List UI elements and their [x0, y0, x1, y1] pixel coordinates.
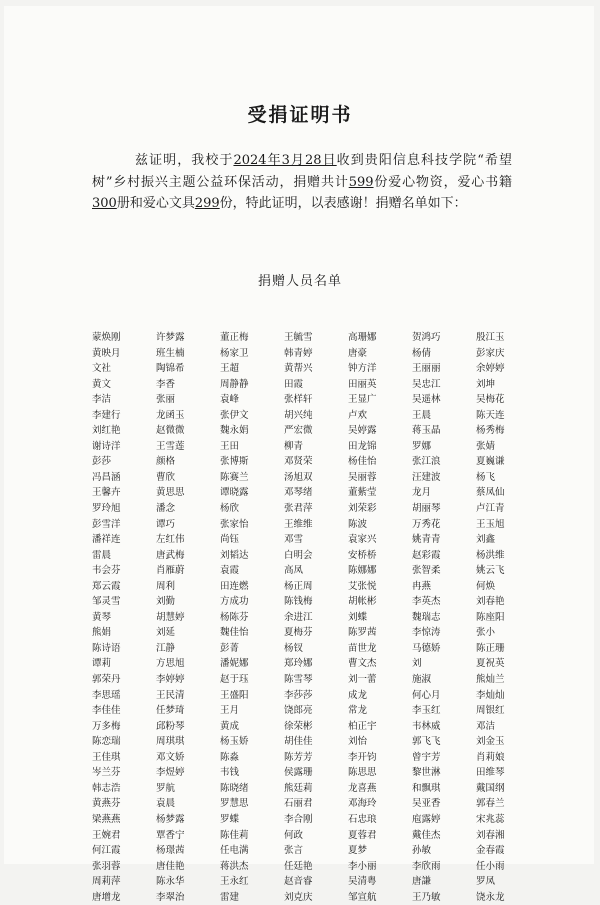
donor-name: 周静静 [220, 378, 249, 390]
donor-name: 姚青青 [412, 534, 441, 546]
donor-name: 余婷婷 [476, 363, 505, 375]
donor-name: 袁霞 [220, 565, 240, 577]
donor-name: 陈天连 [476, 409, 505, 421]
donor-name: 田龙锦 [348, 440, 377, 452]
donor-name: 刘一蕾 [348, 674, 377, 686]
donor-name: 王维维 [284, 518, 313, 530]
donor-name: 李惊涛 [412, 627, 441, 639]
donor-name: 唐謙 [412, 876, 432, 888]
donor-name: 胡帐彬 [348, 596, 377, 608]
donor-name: 王馨卉 [92, 487, 121, 499]
donor-name: 刘春湘 [476, 829, 505, 841]
donor-name: 龙月 [412, 487, 432, 499]
donor-name: 杨飞 [476, 471, 496, 483]
donor-name: 杨倩 [412, 347, 432, 359]
donor-name: 曹欣 [156, 471, 176, 483]
donor-name: 左红伟 [156, 534, 185, 546]
donor-name: 石丽君 [284, 798, 313, 810]
donor-name: 高凤 [284, 565, 304, 577]
donor-name: 王显广 [348, 394, 377, 406]
donor-name: 苗世龙 [348, 642, 377, 654]
donor-name: 彭家庆 [476, 347, 505, 359]
donor-name: 陈诗语 [92, 642, 121, 654]
donor-name: 李煜婷 [156, 767, 185, 779]
donor-name: 宋兆蕊 [476, 813, 505, 825]
para-text-5: 册和爱心文具 [116, 196, 195, 211]
donor-name: 李香 [156, 378, 176, 390]
donor-name: 熊娟 [92, 627, 112, 639]
donor-name: 陈淼 [220, 751, 240, 763]
donor-name: 任电满 [220, 845, 249, 857]
para-text-1: 兹证明，我校于 [134, 153, 234, 168]
donor-name: 郭飞飞 [412, 736, 441, 748]
donor-name: 张博斯 [220, 456, 249, 468]
donor-list-title: 捐赠人员名单 [257, 274, 342, 289]
donor-name: 陈芳芳 [284, 751, 313, 763]
donor-name: 肖莉娘 [476, 751, 505, 763]
donor-name: 董紫莹 [348, 487, 377, 499]
donor-name: 潘祥连 [92, 534, 121, 546]
donor-name: 黄文 [92, 378, 112, 390]
donor-name: 田霞 [284, 378, 304, 390]
donor-name: 杨玉娇 [220, 736, 249, 748]
donor-name: 熊灿兰 [476, 674, 505, 686]
donor-name: 唐豪 [348, 347, 368, 359]
donor-name: 蒙焕刚 [92, 332, 121, 343]
donor-name: 梁燕燕 [92, 813, 121, 825]
book-count: 300 [92, 196, 117, 211]
donor-name: 汤旭双 [284, 471, 313, 483]
donor-name: 彭莎 [92, 456, 112, 468]
donor-name: 施淑 [412, 674, 432, 686]
donor-name: 胡慧婷 [156, 611, 185, 623]
donor-name: 周银红 [476, 705, 505, 717]
donor-name: 韦钱 [220, 767, 240, 779]
donor-name: 杨钗 [284, 642, 304, 654]
donor-name: 柳青 [284, 440, 304, 452]
donor-name: 张言 [284, 845, 304, 857]
donor-name: 陈座阳 [476, 611, 505, 623]
donor-name: 董正梅 [220, 332, 249, 343]
donor-name: 黄琴 [92, 611, 112, 623]
donor-name: 彭雪洋 [92, 518, 121, 530]
donor-name: 吴忠江 [412, 378, 441, 390]
donor-name: 李合刚 [284, 813, 313, 825]
donor-name: 彭菁 [220, 642, 240, 654]
donor-name: 夏梅芬 [284, 627, 313, 639]
donor-name: 方成功 [220, 596, 249, 608]
donor-name: 潘念 [156, 503, 176, 515]
donor-name: 侯露珊 [284, 767, 313, 779]
donor-name: 蒋玉晶 [412, 425, 441, 437]
donor-name: 王毓雪 [284, 332, 313, 343]
donor-name: 刘怡 [348, 736, 368, 748]
donor-name: 李洁 [92, 394, 112, 406]
donor-name: 李婷婷 [156, 674, 185, 686]
donor-name: 邓贤荣 [284, 456, 313, 468]
donor-name: 张智柔 [412, 565, 441, 577]
donor-name: 赵音睿 [284, 876, 313, 888]
donor-name: 韦会芬 [92, 565, 121, 577]
donor-name: 郑玲娜 [284, 658, 313, 670]
donor-name: 田连燃 [220, 580, 249, 592]
donor-name: 江静 [156, 642, 176, 654]
donor-name: 邹宣航 [348, 891, 377, 903]
donor-name: 成龙 [348, 689, 368, 701]
donor-name: 胡丽琴 [412, 503, 441, 515]
donor-name: 张伊文 [220, 409, 249, 421]
donor-name: 张家怡 [220, 518, 249, 530]
donor-name: 吴清粤 [348, 876, 377, 888]
donor-name: 刘坤 [476, 378, 496, 390]
donor-name: 吴婷露 [348, 425, 377, 437]
donor-name: 杨洪维 [476, 549, 505, 561]
donor-name: 杨璟茜 [156, 845, 185, 857]
donor-name: 方思旭 [156, 658, 185, 670]
donor-name: 王超 [220, 363, 240, 375]
donor-name: 万秀花 [412, 518, 441, 530]
donor-name: 袁晨 [156, 798, 176, 810]
donor-name: 杨家卫 [220, 347, 249, 359]
donor-name: 赵于珏 [220, 674, 249, 686]
donor-name: 罗慧思 [220, 798, 249, 810]
donor-name: 王盛阳 [220, 689, 249, 701]
donor-name: 曹文杰 [348, 658, 377, 670]
donor-name: 刘延 [156, 627, 176, 639]
para-text-2: 收到贵阳信息科技学院 [336, 153, 478, 168]
donor-name: 黄帮兴 [284, 363, 313, 375]
donor-name: 刘荣彩 [348, 503, 377, 515]
donor-name: 赵彩霞 [412, 549, 441, 561]
donor-name: 夏蓉君 [348, 829, 377, 841]
donor-name: 李佳佳 [92, 705, 121, 717]
donor-name: 班生楠 [156, 347, 185, 359]
donor-name: 冯昌涵 [92, 471, 121, 483]
donor-name: 谭莉 [92, 658, 112, 670]
donor-name: 文社 [92, 363, 112, 375]
donor-name: 陈娜娜 [348, 565, 377, 577]
donor-name: 常龙 [348, 705, 368, 717]
donor-name: 刘克庆 [284, 891, 313, 903]
donor-name: 袁家兴 [348, 534, 377, 546]
donor-name: 刘金玉 [476, 736, 505, 748]
donor-name: 夏巍谦 [476, 456, 505, 468]
donor-name: 张小 [476, 627, 496, 639]
donor-name: 任廷艳 [284, 860, 313, 872]
donor-name: 马德娇 [412, 642, 441, 654]
donor-name: 魏佳怡 [220, 627, 249, 639]
donor-name: 杨陈芬 [220, 611, 249, 623]
donor-name: 罗凤 [476, 876, 496, 888]
donor-name: 曾宇芳 [412, 751, 441, 763]
donor-name: 谢诗洋 [92, 440, 121, 452]
donor-name: 肖雁蔚 [156, 565, 185, 577]
donor-name: 张婧 [476, 440, 496, 452]
donor-name: 严宏微 [284, 425, 313, 437]
donor-name: 罗蝶 [220, 813, 240, 825]
donor-name: 王婉君 [92, 829, 121, 841]
donor-name: 刘 [412, 658, 422, 670]
donor-name: 王玉旭 [476, 518, 505, 530]
donor-name: 任梦琦 [156, 705, 185, 717]
donor-name: 王佳琪 [92, 751, 121, 763]
donor-name: 覃香宁 [156, 829, 185, 841]
donor-name: 何江霞 [92, 845, 121, 857]
donor-name: 刘韬达 [220, 549, 249, 561]
donor-name: 邓琴绪 [284, 487, 313, 499]
donor-name: 李莎莎 [284, 689, 313, 701]
donor-name: 周利 [156, 580, 176, 592]
donor-name: 卢江青 [476, 503, 505, 515]
donor-name: 杨正周 [284, 580, 313, 592]
donor-name: 唐增龙 [92, 891, 121, 903]
donor-name: 吴丽蓉 [348, 471, 377, 483]
donor-name: 周莉萍 [92, 876, 121, 888]
donor-name: 雷晨 [92, 549, 112, 561]
donor-name: 李建行 [92, 409, 121, 421]
donor-name: 田维琴 [476, 767, 505, 779]
donor-name: 戴佳杰 [412, 829, 441, 841]
donor-name: 张君萍 [284, 503, 313, 515]
donor-name: 尚钰 [220, 534, 240, 546]
donor-name: 许梦露 [156, 332, 185, 343]
donor-name: 李英杰 [412, 596, 441, 608]
donor-name: 蔡凤仙 [476, 487, 505, 499]
donor-name: 王乃敏 [412, 891, 441, 903]
donor-name: 王月 [220, 705, 240, 717]
donor-name: 谭晓露 [220, 487, 249, 499]
donor-name: 孙敏 [412, 845, 432, 857]
donor-name: 徐荣彬 [284, 720, 313, 732]
donor-name: 唐武梅 [156, 549, 185, 561]
donor-name: 郭春兰 [476, 798, 505, 810]
donor-name-grid [92, 330, 540, 905]
donor-name: 陈恋瑞 [92, 736, 121, 748]
donor-name: 谭巧 [156, 518, 176, 530]
donor-name: 张江浪 [412, 456, 441, 468]
donor-name: 夏祝英 [476, 658, 505, 670]
donor-name: 岑兰芬 [92, 767, 121, 779]
donor-name: 陈佳莉 [220, 829, 249, 841]
donor-name: 万多梅 [92, 720, 121, 732]
donor-name: 夏梦 [348, 845, 368, 857]
donor-name: 姚云飞 [476, 565, 505, 577]
donor-name: 李灿灿 [476, 689, 505, 701]
donor-name: 唐佳艳 [156, 860, 185, 872]
donor-name: 贺鸿巧 [412, 332, 441, 343]
donor-name: 李思瑶 [92, 689, 121, 701]
donor-name: 王永红 [220, 876, 249, 888]
donor-name: 陈波 [348, 518, 368, 530]
donor-name: 卢欢 [348, 409, 368, 421]
donor-name: 刘红艳 [92, 425, 121, 437]
donor-name: 韦林威 [412, 720, 441, 732]
donor-name: 白明会 [284, 549, 313, 561]
donor-name: 刘勤 [156, 596, 176, 608]
donor-name: 潘妮娜 [220, 658, 249, 670]
para-text-6: 份，特此证明，以表感谢！捐赠名单如下： [219, 196, 467, 211]
donor-name: 李翠治 [156, 891, 185, 903]
donor-name: 饶永龙 [476, 891, 505, 903]
donor-name: 杨梦露 [156, 813, 185, 825]
donor-name: 陈正珊 [476, 642, 505, 654]
donor-name: 黄映月 [92, 347, 121, 359]
donor-name: 王晨 [412, 409, 432, 421]
donor-name: 魏瑞志 [412, 611, 441, 623]
donor-name: 黄成 [220, 720, 240, 732]
donor-name: 韩志浩 [92, 782, 121, 794]
donor-name: 陈思思 [348, 767, 377, 779]
donor-name: 邓雪 [284, 534, 304, 546]
donor-name: 陈钱梅 [284, 596, 313, 608]
donor-name: 黄思思 [156, 487, 185, 499]
donor-name: 郭荣丹 [92, 674, 121, 686]
donor-name: 陈晓绪 [220, 782, 249, 794]
donor-name: 钟方洋 [348, 363, 377, 375]
donor-name: 李小丽 [348, 860, 377, 872]
para-text-3: “希望树”乡村振兴主题公益环保活动，捐赠共计 [92, 153, 512, 190]
donor-name: 胡佳佳 [284, 736, 313, 748]
donor-name: 吴遥林 [412, 394, 441, 406]
donor-name: 汪建波 [412, 471, 441, 483]
donor-name: 张羽蓉 [92, 860, 121, 872]
donor-name: 雷建 [220, 891, 240, 903]
donor-name: 龙喜燕 [348, 782, 377, 794]
donor-name: 李欣雨 [412, 860, 441, 872]
donor-name: 陈雪琴 [284, 674, 313, 686]
donor-name: 柏正宇 [348, 720, 377, 732]
donor-name: 邓洁 [476, 720, 496, 732]
donor-name: 何焕 [476, 580, 496, 592]
donor-name: 罗玲旭 [92, 503, 121, 515]
donor-name: 李玉红 [412, 705, 441, 717]
donor-name: 罗娜 [412, 440, 432, 452]
donor-name: 庖露婷 [412, 813, 441, 825]
donor-name: 田丽英 [348, 378, 377, 390]
donor-name: 刘鑫 [476, 534, 496, 546]
donor-name: 刘蝶 [348, 611, 368, 623]
donor-name: 吴亚香 [412, 798, 441, 810]
donor-name: 艾张悦 [348, 580, 377, 592]
certificate-paragraph [92, 150, 512, 215]
document-title: 受捐证明书 [247, 104, 353, 126]
donor-name: 邓文娇 [156, 751, 185, 763]
donor-name: 张样轩 [284, 394, 313, 406]
donor-name: 石忠琅 [348, 813, 377, 825]
donor-name: 和飘琪 [412, 782, 441, 794]
donor-name: 蒋洪杰 [220, 860, 249, 872]
total-count: 599 [348, 174, 374, 190]
donor-name: 陈罗茜 [348, 627, 377, 639]
donor-name: 冉燕 [412, 580, 432, 592]
donor-name: 韩青婷 [284, 347, 313, 359]
donor-name: 颜格 [156, 456, 176, 468]
donor-name: 王雪莲 [156, 440, 185, 452]
donor-name: 杨佳怡 [348, 456, 377, 468]
donor-name: 胡兴纯 [284, 409, 313, 421]
donor-name: 赵微微 [156, 425, 185, 437]
donor-name: 郑云霞 [92, 580, 121, 592]
donor-name: 吴梅花 [476, 394, 505, 406]
donor-name: 黎世淋 [412, 767, 441, 779]
donor-name: 王丽丽 [412, 363, 441, 375]
donor-name: 张丽 [156, 394, 176, 406]
donor-name: 王田 [220, 440, 240, 452]
donor-name: 任小雨 [476, 860, 505, 872]
donor-name: 罗航 [156, 782, 176, 794]
donor-name: 殷江玉 [476, 332, 505, 343]
donor-name: 饶郎亮 [284, 705, 313, 717]
para-text-4: 份爱心物资，爱心书籍 [373, 174, 512, 190]
donor-name: 李开钧 [348, 751, 377, 763]
donor-name: 黄燕芬 [92, 798, 121, 810]
stationery-count: 299 [194, 196, 220, 211]
donor-name: 陈赛兰 [220, 471, 249, 483]
donor-name: 周琪琪 [156, 736, 185, 748]
donor-name: 魏永娟 [220, 425, 249, 437]
donor-name: 邹灵雪 [92, 596, 121, 608]
donor-name: 戴国纲 [476, 782, 505, 794]
donor-name: 陈永华 [156, 876, 185, 888]
donor-name: 何心月 [412, 689, 441, 701]
donor-name: 龙函玉 [156, 409, 185, 421]
donor-name: 王民清 [156, 689, 185, 701]
donor-name: 邱粉琴 [156, 720, 185, 732]
donor-name: 杨欣 [220, 503, 240, 515]
donor-name: 安桥桥 [348, 549, 377, 561]
donor-name: 高珊娜 [348, 332, 377, 343]
donor-name: 金春霞 [476, 845, 505, 857]
donation-date: 2024年3月28日 [233, 153, 337, 168]
donor-name: 杨秀梅 [476, 425, 505, 437]
donor-name: 何政 [284, 829, 304, 841]
donor-name: 邓海玲 [348, 798, 377, 810]
donor-name: 熊廷莉 [284, 782, 313, 794]
donor-name: 刘春艳 [476, 596, 505, 608]
donor-name: 余进江 [284, 611, 313, 623]
donor-name: 袁峰 [220, 394, 240, 406]
donor-name: 陶锦希 [156, 363, 185, 375]
